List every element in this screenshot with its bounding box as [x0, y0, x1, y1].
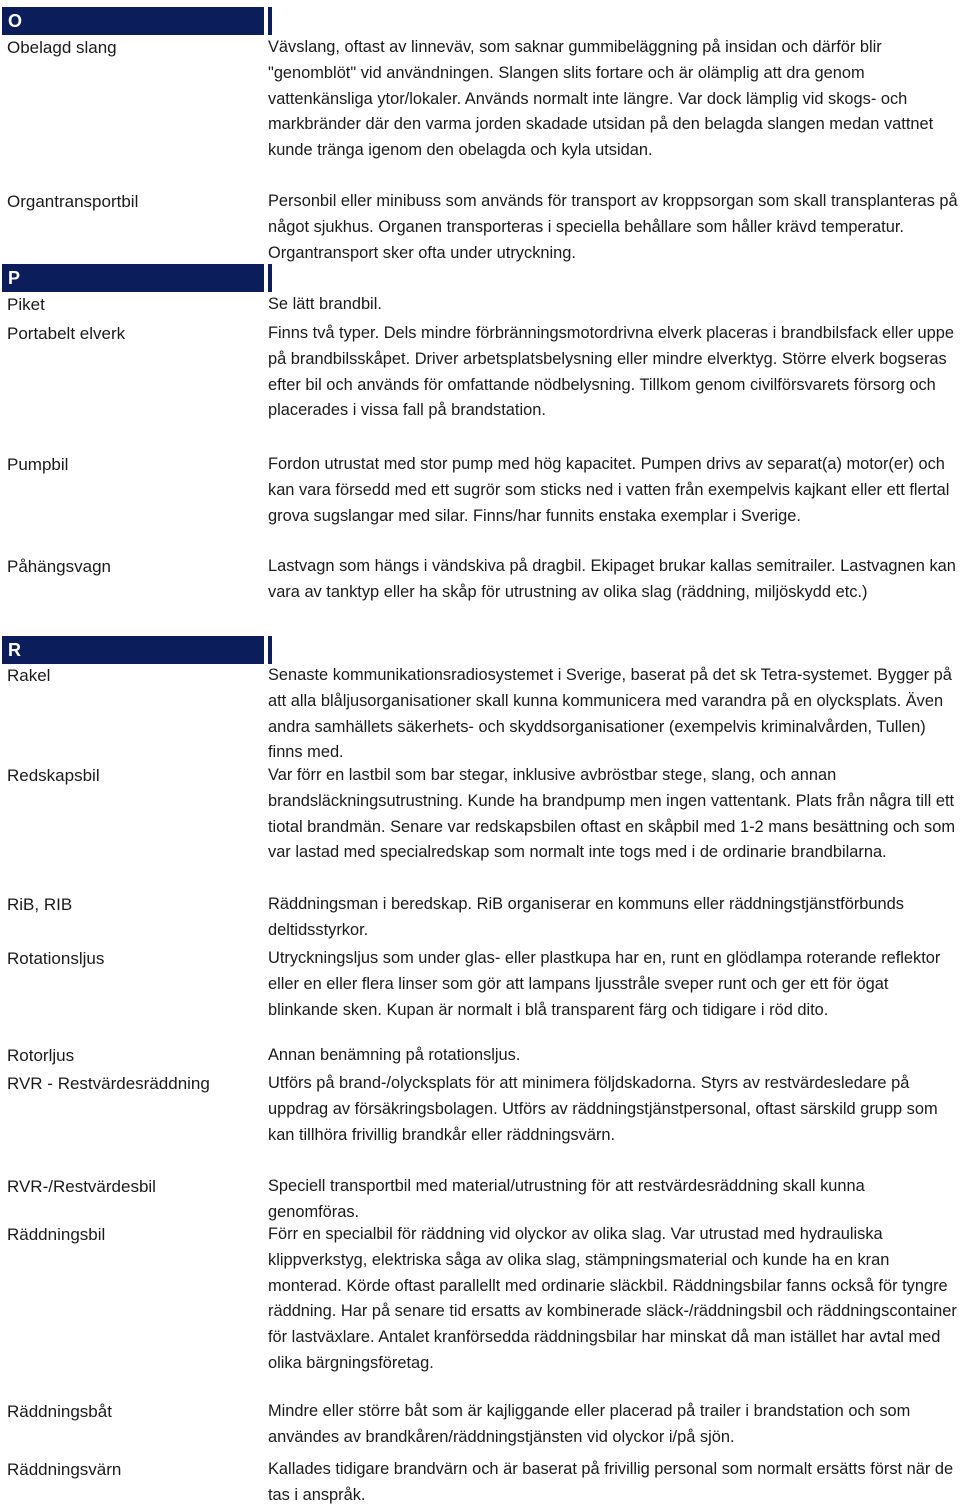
section-header-r-right [268, 636, 272, 664]
term-piket: Piket [7, 295, 45, 314]
definition-portabelt-elverk: Finns två typer. Dels mindre förbränningsmotordrivna elverk placeras i brandbilsfack eller uppe på brandbilsskåpet. Driver arbetsplatsbelysning eller mindre elverktyg. Större elverk bogseras efter bil och används för omfattande nödbelysning. Tillkom genom civilförsvarets försorg och placerades i vissa fall på brandstation. [268, 324, 954, 420]
term-redskapsbil: Redskapsbil [7, 766, 100, 785]
definition-rotationsljus: Utryckningsljus som under glas- eller plastkupa har en, runt en glödlampa roterande reflektor eller en eller flera linser som gör att lampans ljusstråle sveper runt och ger ett för ögat blinkande sken. Kupan är normalt i blå transparent färg och tidigare i röd dito. [268, 949, 941, 1019]
term-rvr-restvardesraddning: RVR - Restvärdesräddning [7, 1074, 210, 1093]
definition-obelagd-slang: Vävslang, oftast av linneväv, som saknar gummibeläggning på insidan och därför blir "genomblöt" vid användningen. Slangen slits fortare och är olämplig att dra genom vattenkänsliga ytor/lokaler. Används normalt inte längre. Var dock lämplig vid skogs- och markbränder där den varma jorden skadade utsidan på den belagda slangen medan vattnet kunde tränga igenom den obelagda och kyla utsidan. [268, 38, 934, 160]
term-raddningsbil: Räddningsbil [7, 1225, 106, 1244]
term-raddningsbat: Räddningsbåt [7, 1402, 112, 1421]
definition-rakel: Senaste kommunikationsradiosystemet i Sverige, baserat på det sk Tetra-systemet. Bygger på att alla blåljusorganisationer skall kunna kommunicera med varandra på en olycksplats. Även andra samhällets säkerhets- och skyddsorganisationer (exempelvis kriminalvården, Tullen) finns med. [268, 666, 952, 762]
section-header-r: R [2, 636, 264, 664]
definition-raddningsvarn: Kallades tidigare brandvärn och är baserat på frivillig personal som normalt ersätts först när de tas i anspråk. [268, 1460, 954, 1504]
section-header-o: O [2, 7, 264, 35]
term-obelagd-slang: Obelagd slang [7, 38, 117, 57]
definition-rvr-restvardesbil: Speciell transportbil med material/utrustning för att restvärdesräddning skall kunna genomföras. [268, 1177, 865, 1221]
term-rvr-restvardesbil: RVR-/Restvärdesbil [7, 1177, 156, 1196]
term-rotationsljus: Rotationsljus [7, 949, 105, 968]
term-rotorljus: Rotorljus [7, 1046, 75, 1065]
section-header-p-right [268, 264, 272, 292]
definition-rib: Räddningsman i beredskap. RiB organiserar en kommuns eller räddningstjänstförbunds deltidsstyrkor. [268, 895, 904, 939]
term-rib: RiB, RIB [7, 895, 73, 914]
definition-piket: Se lätt brandbil. [268, 295, 382, 313]
definition-rotorljus: Annan benämning på rotationsljus. [268, 1046, 521, 1064]
term-raddningsvarn: Räddningsvärn [7, 1460, 122, 1479]
term-organtransportbil: Organtransportbil [7, 192, 139, 211]
term-pumpbil: Pumpbil [7, 455, 69, 474]
section-header-p: P [2, 264, 264, 292]
section-header-o-right [268, 7, 272, 35]
term-pahangsvagn: Påhängsvagn [7, 557, 111, 576]
term-rakel: Rakel [7, 666, 51, 685]
definition-redskapsbil: Var förr en lastbil som bar stegar, inklusive avbröstbar stege, slang, och annan brandsläckningsutrustning. Kunde ha brandpump men ingen vattentank. Plats från några till ett tiotal brandmän. Senare var redskapsbilen oftast en skåpbil med 1-2 mans besättning och som var lastad med specialredskap som normalt inte togs med i de ordinarie brandbilarna. [268, 766, 955, 862]
definition-pahangsvagn: Lastvagn som hängs i vändskiva på dragbil. Ekipaget brukar kallas semitrailer. Lastvagnen kan vara av tanktyp eller ha skåp för utrustning av olika slag (räddning, miljöskydd etc.) [268, 557, 956, 601]
definition-raddningsbil: Förr en specialbil för räddning vid olyckor av olika slag. Var utrustad med hydrauliska klippverkstyg, elektriska såga av olika slag, stämpningsmaterial och kunde ha en kran monterad. Körde oftast parallellt med ordinarie släckbil. Räddningsbilar fanns också för tyngre räddning. Har på senare tid ersatts av kombinerade släck-/räddningsbil och räddningscontainer för lastväxlare. Antalet kranförsedda räddningsbilar har minskat då man istället har avtal med olika bärgningsföretag. [268, 1225, 957, 1372]
definition-organtransportbil: Personbil eller minibuss som används för transport av kroppsorgan som skall transplanteras på något sjukhus. Organen transporteras i speciella behållare som håller krävd temperatur. Organtransport sker ofta under utryckning. [268, 192, 958, 262]
definition-raddningsbat: Mindre eller större båt som är kajliggande eller placerad på trailer i brandstation och som användes av brandkåren/räddningstjänsten vid olyckor i/på sjön. [268, 1402, 911, 1446]
term-portabelt-elverk: Portabelt elverk [7, 324, 126, 343]
definition-rvr-restvardesraddning: Utförs på brand-/olycksplats för att minimera följdskadorna. Styrs av restvärdesledare på uppdrag av försäkringsbolagen. Utförs av räddningstjänstpersonal, oftast särskild grupp som kan tillhöra frivillig brandkår eller räddningsvärn. [268, 1074, 938, 1144]
definition-pumpbil: Fordon utrustat med stor pump med hög kapacitet. Pumpen drivs av separat(a) motor(er) och kan vara försedd med ett sugrör som sticks ned i vatten från exempelvis kajkant eller ett flertal grova sugslangar med silar. Finns/har funnits enstaka exemplar i Sverige. [268, 455, 950, 525]
